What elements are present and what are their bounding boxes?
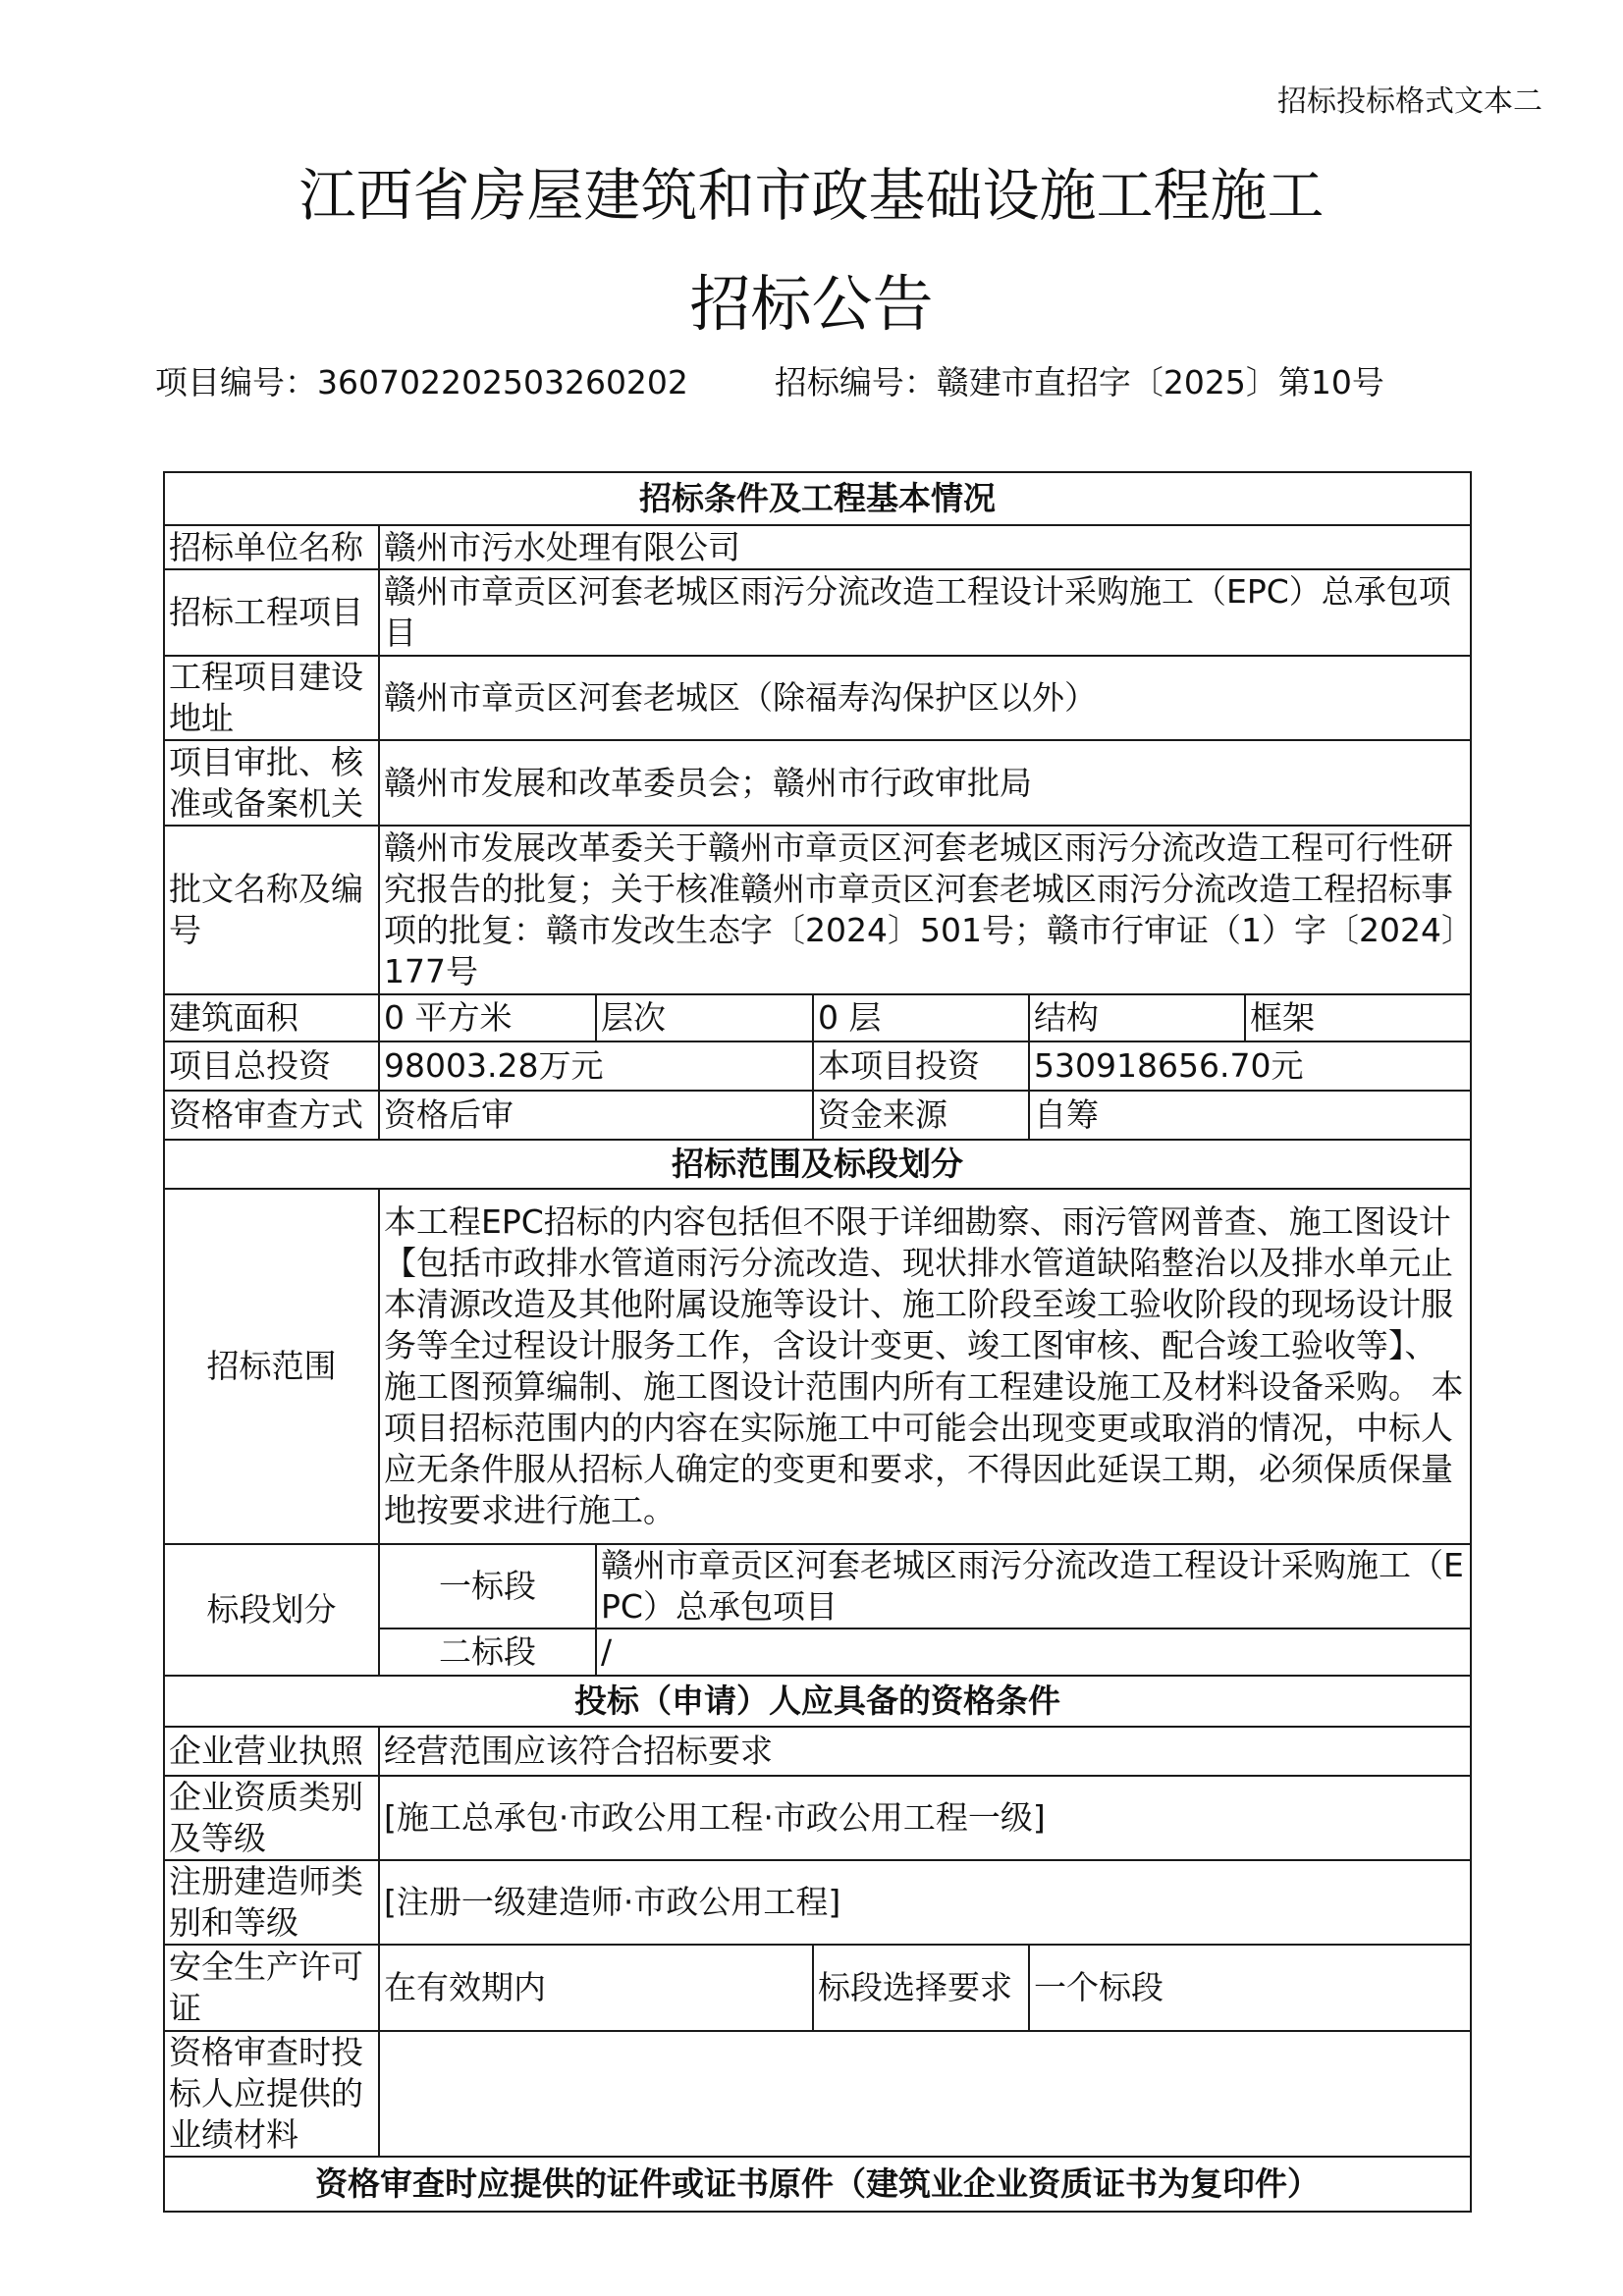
tender-number: 赣建市直招字〔2025〕第10号	[936, 363, 1384, 401]
constructor-label: 注册建造师类别和等级	[164, 1860, 379, 1945]
scope-value: 本工程EPC招标的内容包括但不限于详细勘察、雨污管网普查、施工图设计【包括市政排水管道雨污分流改造、现状排水管道缺陷整治以及排水单元止本清源改造及其他附属设施等设计、施工阶段至竣工验收阶段的现场设计服务等全过程设计服务工作，含设计变更、竣工图审核、配合竣工验收等】、施工图预算编制、施工图设计范围内所有工程建设施工及材料设备采购。 本项目招标范围内的内容在实际施工中可能会出现变更或取消的情况，中标人应无条件服从招标人确定的变更和要求，不得因此延误工期，必须保质保量地按要求进行施工。	[379, 1189, 1471, 1544]
constructor-value: [注册一级建造师·市政公用工程]	[379, 1860, 1471, 1945]
review-label: 资格审查方式	[164, 1091, 379, 1140]
this-invest-value: 530918656.70元	[1029, 1041, 1471, 1091]
table-row	[164, 656, 1471, 740]
qualification-label: 企业资质类别及等级	[164, 1776, 379, 1860]
section-row	[164, 1140, 1471, 1189]
code-line	[155, 357, 1384, 403]
safety-label: 安全生产许可证	[164, 1945, 379, 2031]
section-row	[164, 2157, 1471, 2212]
table-row	[164, 1544, 1471, 1629]
section-row	[164, 472, 1471, 525]
page-title: 江西省房屋建筑和市政基础设施工程施工	[298, 162, 1325, 229]
this-invest-label: 本项目投资	[813, 1041, 1029, 1091]
safety-value: 在有效期内	[379, 1945, 813, 2031]
table-row	[164, 1727, 1471, 1776]
tenderer-label: 招标单位名称	[164, 525, 379, 569]
fund-label: 资金来源	[813, 1091, 1029, 1140]
section-row	[164, 1676, 1471, 1727]
page-subtitle: 招标公告	[689, 268, 934, 340]
address-label: 工程项目建设地址	[164, 656, 379, 740]
lot2-value: /	[596, 1629, 1471, 1676]
address-value: 赣州市章贡区河套老城区（除福寿沟保护区以外）	[379, 656, 1471, 740]
approval-doc-value: 赣州市发展改革委关于赣州市章贡区河套老城区雨污分流改造工程可行性研究报告的批复；关于核准赣州市章贡区河套老城区雨污分流改造工程招标事项的批复：赣市发改生态字〔2024〕501号；赣市行审证（1）字〔2024〕177号	[379, 826, 1471, 994]
lots-label: 标段划分	[164, 1544, 379, 1676]
tender-number-label: 招标编号：	[774, 363, 937, 401]
approval-org-value: 赣州市发展和改革委员会；赣州市行政审批局	[379, 740, 1471, 826]
scope-label: 招标范围	[164, 1189, 379, 1544]
license-value: 经营范围应该符合招标要求	[379, 1727, 1471, 1776]
section-heading-documents: 资格审查时应提供的证件或证书原件（建筑业企业资质证书为复印件）	[164, 2157, 1471, 2212]
approval-org-label: 项目审批、核准或备案机关	[164, 740, 379, 826]
floors-value: 0 层	[813, 994, 1029, 1041]
total-invest-label: 项目总投资	[164, 1041, 379, 1091]
section-heading-scope: 招标范围及标段划分	[164, 1140, 1471, 1189]
lot1-label: 一标段	[379, 1544, 596, 1629]
table-row	[164, 1091, 1471, 1140]
project-label: 招标工程项目	[164, 569, 379, 656]
performance-value	[379, 2031, 1471, 2157]
table-row	[164, 994, 1471, 1041]
lot1-value: 赣州市章贡区河套老城区雨污分流改造工程设计采购施工（EPC）总承包项目	[596, 1544, 1471, 1629]
floors-label: 层次	[596, 994, 813, 1041]
review-value: 资格后审	[379, 1091, 813, 1140]
section-heading-conditions: 招标条件及工程基本情况	[164, 472, 1471, 525]
table-row	[164, 740, 1471, 826]
table-row	[164, 2031, 1471, 2157]
structure-value: 框架	[1245, 994, 1471, 1041]
document-type-label: 招标投标格式文本二	[1277, 84, 1542, 119]
table-row	[164, 1945, 1471, 2031]
tender-info-table	[163, 471, 1472, 2213]
table-row	[164, 525, 1471, 569]
tenderer-value: 赣州市污水处理有限公司	[379, 525, 1471, 569]
table-row	[164, 1041, 1471, 1091]
structure-label: 结构	[1029, 994, 1245, 1041]
project-number: 360702202503260202	[317, 363, 688, 401]
lot-select-value: 一个标段	[1029, 1945, 1471, 2031]
table-row	[164, 1860, 1471, 1945]
total-invest-value: 98003.28万元	[379, 1041, 813, 1091]
table-row	[164, 1189, 1471, 1544]
approval-doc-label: 批文名称及编号	[164, 826, 379, 994]
performance-label: 资格审查时投标人应提供的业绩材料	[164, 2031, 379, 2157]
license-label: 企业营业执照	[164, 1727, 379, 1776]
project-value: 赣州市章贡区河套老城区雨污分流改造工程设计采购施工（EPC）总承包项目	[379, 569, 1471, 656]
fund-value: 自筹	[1029, 1091, 1471, 1140]
lot-select-label: 标段选择要求	[813, 1945, 1029, 2031]
table-row	[164, 569, 1471, 656]
table-row	[164, 826, 1471, 994]
section-heading-qualification: 投标（申请）人应具备的资格条件	[164, 1676, 1471, 1727]
table-row	[164, 1776, 1471, 1860]
project-number-label: 项目编号：	[155, 363, 317, 401]
area-label: 建筑面积	[164, 994, 379, 1041]
area-value: 0 平方米	[379, 994, 596, 1041]
qualification-value: [施工总承包·市政公用工程·市政公用工程一级]	[379, 1776, 1471, 1860]
lot2-label: 二标段	[379, 1629, 596, 1676]
